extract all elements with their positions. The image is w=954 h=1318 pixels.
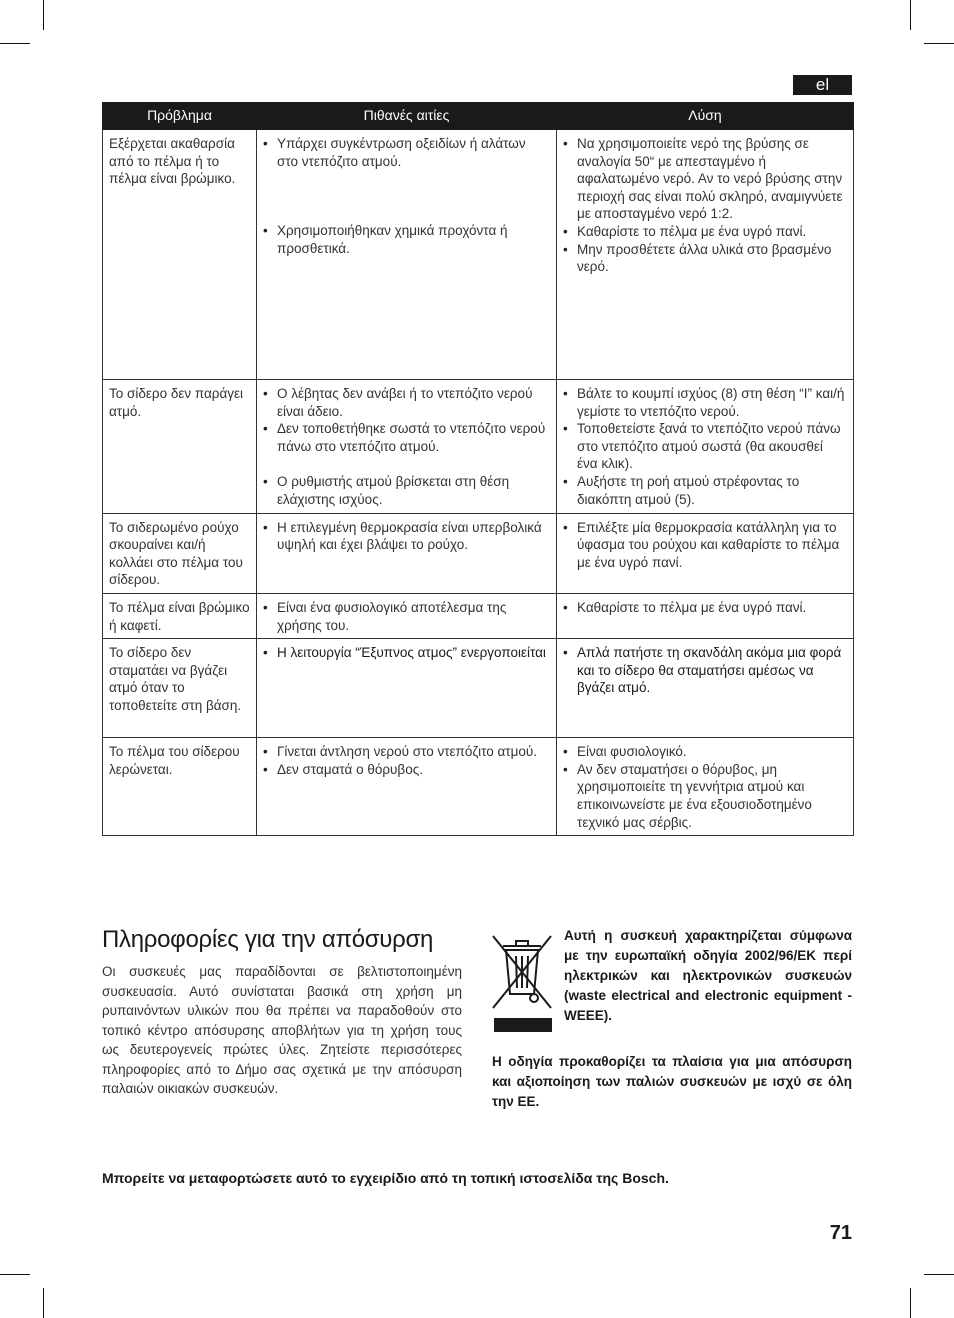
troubleshooting-table	[102, 102, 854, 836]
solution-item: • Απλά πατήστε τη σκανδάλη ακόμα μια φορά και το σίδερο θα σταματήσει αμέσως να βγάζει ατμό.	[563, 644, 847, 697]
crop-mark	[0, 43, 30, 44]
crop-mark	[910, 1288, 911, 1318]
cause-item: • Η λειτουργία “Έξυπνος ατμος” ενεργοποιείται	[263, 644, 550, 662]
crop-mark	[924, 1274, 954, 1275]
problem-cell: Το σίδερο δεν παράγει ατμό.	[103, 380, 257, 514]
problem-cell: Εξέρχεται ακαθαρσία από το πέλμα ή το πέλμα είναι βρώμικο.	[103, 130, 257, 380]
crop-mark	[43, 1288, 44, 1318]
problem-cell: Το πέλμα είναι βρώμικο ή καφετί.	[103, 593, 257, 638]
crop-mark	[0, 1274, 30, 1275]
solution-cell	[557, 738, 854, 836]
solution-item: • Αυξήστε τη ροή ατμού στρέφοντας το διακόπτη ατμού (5).	[563, 473, 847, 508]
cause-item: • Η επιλεγμένη θερμοκρασία είναι υπερβολικά υψηλή και έχει βλάψει το ρούχο.	[263, 519, 550, 554]
cause-item: • Δεν τοποθετήθηκε σωστά το ντεπόζιτο νερού πάνω στο ντεπόζιτο ατμού.	[263, 420, 550, 455]
language-tab: el	[793, 75, 852, 95]
cause-item: • Δεν σταματά ο θόρυβος.	[263, 761, 550, 779]
column-header-causes: Πιθανές αιτίες	[257, 103, 557, 130]
disposal-body-text: Οι συσκευές μας παραδίδονται σε βελτιστοποιημένη συσκευασία. Αυτό συνίσταται βασικά στη χρήση μη ρυπαινόντων υλικών που θα πρέπει να παραδοθούν στο τοπικό κέντρο απόσυρσης αποβλήτων για τη χρήση τους ως δευτερογενείς πρώτες ύλες. Ζητείστε περισσότερες πληροφορίες από το Δήμο σας σχετικά με την απόσυρση παλαιών οικιακών συσκευών.	[102, 964, 462, 1096]
solution-cell	[557, 639, 854, 738]
page-number: 71	[829, 1222, 852, 1244]
solution-item: • Μην προσθέτετε άλλα υλικά στο βρασμένο νερό.	[563, 241, 847, 276]
causes-cell	[257, 380, 557, 514]
cause-item: • Ο ρυθμιστής ατμού βρίσκεται στη θέση ελάχιστης ισχύος.	[263, 473, 550, 508]
solution-cell	[557, 513, 854, 593]
table-row	[103, 738, 854, 836]
causes-cell	[257, 130, 557, 380]
cause-item: • Χρησιμοποιήθηκαν χημικά προχόντα ή προσθετικά.	[263, 222, 550, 257]
cause-item: • Είναι ένα φυσιολογικό αποτέλεσμα της χρήσης του.	[263, 599, 550, 634]
table-row	[103, 513, 854, 593]
cause-item: • Ο λέβητας δεν ανάβει ή το ντεπόζιτο νερού είναι άδειο.	[263, 385, 550, 420]
solution-item: • Αν δεν σταματήσει ο θόρυβος, μη χρησιμοποιείτε τη γεννήτρια ατμού και επικοινωνείστε με ένα εξουσιοδοτημένο τεχνικό μας σέρβις.	[563, 761, 847, 831]
solution-item: • Βάλτε το κουμπί ισχύος (8) στη θέση “I” και/ή γεμίστε το ντεπόζιτο νερού.	[563, 385, 847, 420]
crop-mark	[924, 43, 954, 44]
solution-cell	[557, 380, 854, 514]
solution-cell	[557, 593, 854, 638]
solution-cell	[557, 130, 854, 380]
causes-cell	[257, 738, 557, 836]
causes-cell	[257, 593, 557, 638]
solution-item: • Να χρησιμοποιείτε νερό της βρύσης σε αναλογία 50“ με απεσταγμένο ή αφαλατωμένο νερό. Αν το νερό βρύσης στην περιοχή σας είναι πολύ σκληρό, αναμιγνύετε με αποσταγμένο νερό 1:2.	[563, 135, 847, 223]
table-row	[103, 130, 854, 380]
causes-cell	[257, 513, 557, 593]
download-note: Μπορείτε να μεταφορτώσετε αυτό το εγχειρίδιο από τη τοπική ιστοσελίδα της Bosch.	[102, 1170, 669, 1186]
crop-mark	[910, 0, 911, 30]
disposal-section-title: Πληροφορίες για την απόσυρση	[102, 926, 434, 953]
solution-item: • Είναι φυσιολογικό.	[563, 743, 847, 761]
table-row	[103, 593, 854, 638]
solution-item: • Τοποθετείστε ξανά το ντεπόζιτο νερού πάνω στο ντεπόζιτο ατμού σωστά (θα ακουσθεί ένα κλικ).	[563, 420, 847, 473]
cause-item: • Γίνεται άντληση νερού στο ντεπόζιτο ατμού.	[263, 743, 550, 761]
solution-item: • Καθαρίστε το πέλμα με ένα υγρό πανί.	[563, 599, 847, 617]
eu-directive-text: Η οδηγία προκαθορίζει τα πλαίσια για μια απόσυρση και αξιοποίηση των παλιών συσκευών με ισχύ σε όλη την ΕΕ.	[492, 1054, 852, 1109]
problem-cell: Το σιδερωμένο ρούχο σκουραίνει και/ή κολλάει στο πέλμα του σίδερου.	[103, 513, 257, 593]
table-header-row	[103, 103, 854, 130]
crop-mark	[43, 0, 44, 30]
table-row	[103, 639, 854, 738]
solution-item: • Καθαρίστε το πέλμα με ένα υγρό πανί.	[563, 223, 847, 241]
weee-directive-text: Αυτή η συσκευή χαρακτηρίζεται σύμφωνα με την ευρωπαϊκή οδηγία 2002/96/ΕΚ περί ηλεκτρικών και ηλεκτρονικών συσκευών (waste electrical and electronic equipment - WEEE).	[564, 928, 852, 1023]
solution-item: • Επιλέξτε μία θερμοκρασία κατάλληλη για το ύφασμα του ρούχου και καθαρίστε το πέλμα με ένα υγρό πανί.	[563, 519, 847, 572]
column-header-problem: Πρόβλημα	[103, 103, 257, 130]
problem-cell: Το πέλμα του σίδερου λερώνεται.	[103, 738, 257, 836]
problem-cell: Το σίδερο δεν σταματάει να βγάζει ατμό όταν το τοποθετείτε στη βάση.	[103, 639, 257, 738]
causes-cell	[257, 639, 557, 738]
column-header-solution: Λύση	[557, 103, 854, 130]
table-row	[103, 380, 854, 514]
crossed-out-wheelie-bin-icon	[490, 932, 554, 1036]
cause-item: • Υπάρχει συγκέντρωση οξειδίων ή αλάτων στο ντεπόζιτο ατμού.	[263, 135, 550, 170]
